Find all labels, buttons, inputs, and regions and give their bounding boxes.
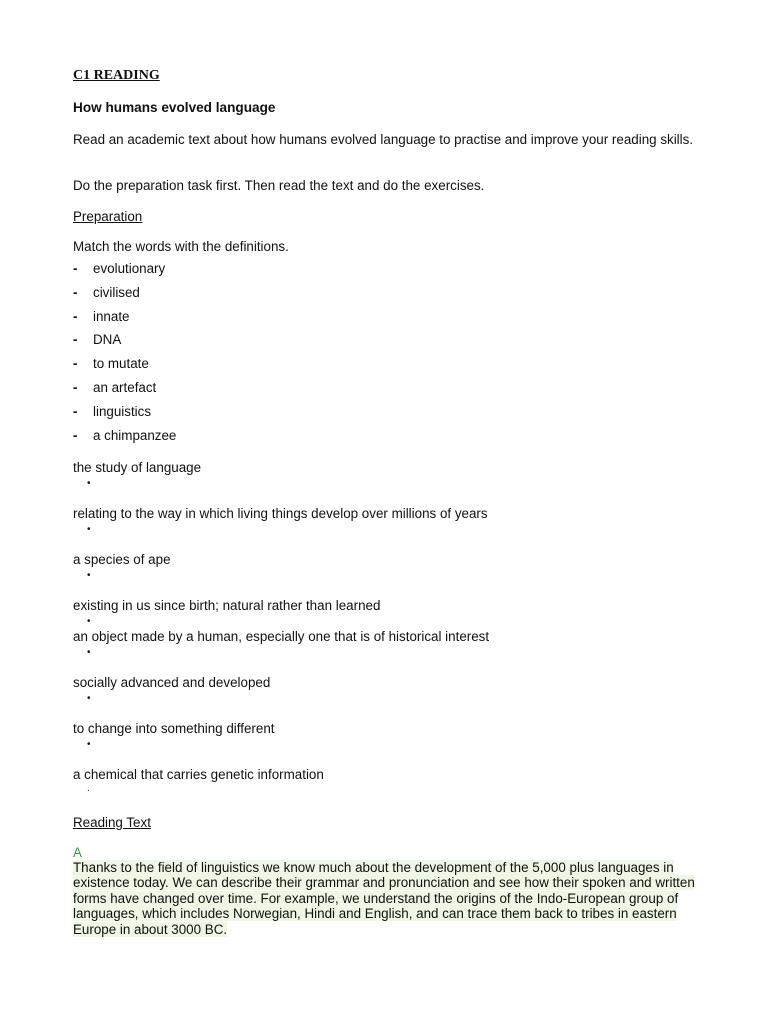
answer-bullet-icon[interactable]: • xyxy=(87,478,91,489)
answer-bullet-icon[interactable]: • xyxy=(87,524,91,535)
reading-paragraph xyxy=(73,860,703,937)
word-label: innate xyxy=(93,309,130,324)
dash-bullet-icon: - xyxy=(73,332,78,347)
answer-bullet-icon[interactable]: • xyxy=(87,616,91,627)
article-title: How humans evolved language xyxy=(73,100,276,115)
dash-bullet-icon: - xyxy=(73,309,78,324)
dash-bullet-icon: - xyxy=(73,285,78,300)
word-label: to mutate xyxy=(93,356,149,371)
word-item xyxy=(73,285,140,300)
word-label: a chimpanzee xyxy=(93,428,177,443)
answer-bullet-icon[interactable]: • xyxy=(87,647,91,658)
word-label: DNA xyxy=(93,332,122,347)
word-item xyxy=(73,332,121,347)
definition-text: the study of language xyxy=(73,460,202,475)
preparation-heading: Preparation xyxy=(73,209,143,224)
answer-bullet-icon[interactable]: • xyxy=(87,570,91,581)
instructions-paragraph: Do the preparation task first. Then read the text and do the exercises. xyxy=(73,178,485,193)
definition-text: a species of ape xyxy=(73,552,171,567)
answer-bullet-icon[interactable]: • xyxy=(87,739,91,750)
reading-paragraph-text: Thanks to the field of linguistics we know much about the development of the 5,000 plus languages in existence today. We can describe their grammar and pronunciation and see how their spoken and written forms have changed over time. For example, we understand the origins of the Indo-European group of languages, which includes Norwegian, Hindi and English, and can trace them back to tribes in eastern Europe in about 3000 BC. xyxy=(73,860,695,937)
definition-text: socially advanced and developed xyxy=(73,675,271,690)
page-title: C1 READING xyxy=(73,68,160,83)
word-item xyxy=(73,261,165,276)
definition-text: a chemical that carries genetic information xyxy=(73,767,324,782)
reading-text-heading: Reading Text xyxy=(73,815,151,830)
definition-text: existing in us since birth; natural rather than learned xyxy=(73,598,381,613)
word-label: an artefact xyxy=(93,380,157,395)
word-label: evolutionary xyxy=(93,261,166,276)
word-item xyxy=(73,309,129,324)
word-item xyxy=(73,380,156,395)
section-letter: A xyxy=(73,845,82,860)
dash-bullet-icon: - xyxy=(73,404,78,419)
word-item xyxy=(73,404,151,419)
answer-bullet-icon[interactable]: • xyxy=(87,693,91,704)
definition-text: to change into something different xyxy=(73,721,275,736)
definition-text: an object made by a human, especially one that is of historical interest xyxy=(73,629,490,644)
word-item xyxy=(73,356,149,371)
dash-bullet-icon: - xyxy=(73,356,78,371)
answer-dot-icon[interactable]: . xyxy=(87,783,90,794)
dash-bullet-icon: - xyxy=(73,380,78,395)
definition-text: relating to the way in which living things develop over millions of years xyxy=(73,506,488,521)
word-item xyxy=(73,428,176,443)
intro-paragraph: Read an academic text about how humans evolved language to practise and improve your reading skills. xyxy=(73,132,694,147)
match-instruction: Match the words with the definitions. xyxy=(73,239,289,254)
word-label: civilised xyxy=(93,285,140,300)
dash-bullet-icon: - xyxy=(73,428,78,443)
word-label: linguistics xyxy=(93,404,152,419)
dash-bullet-icon: - xyxy=(73,261,78,276)
